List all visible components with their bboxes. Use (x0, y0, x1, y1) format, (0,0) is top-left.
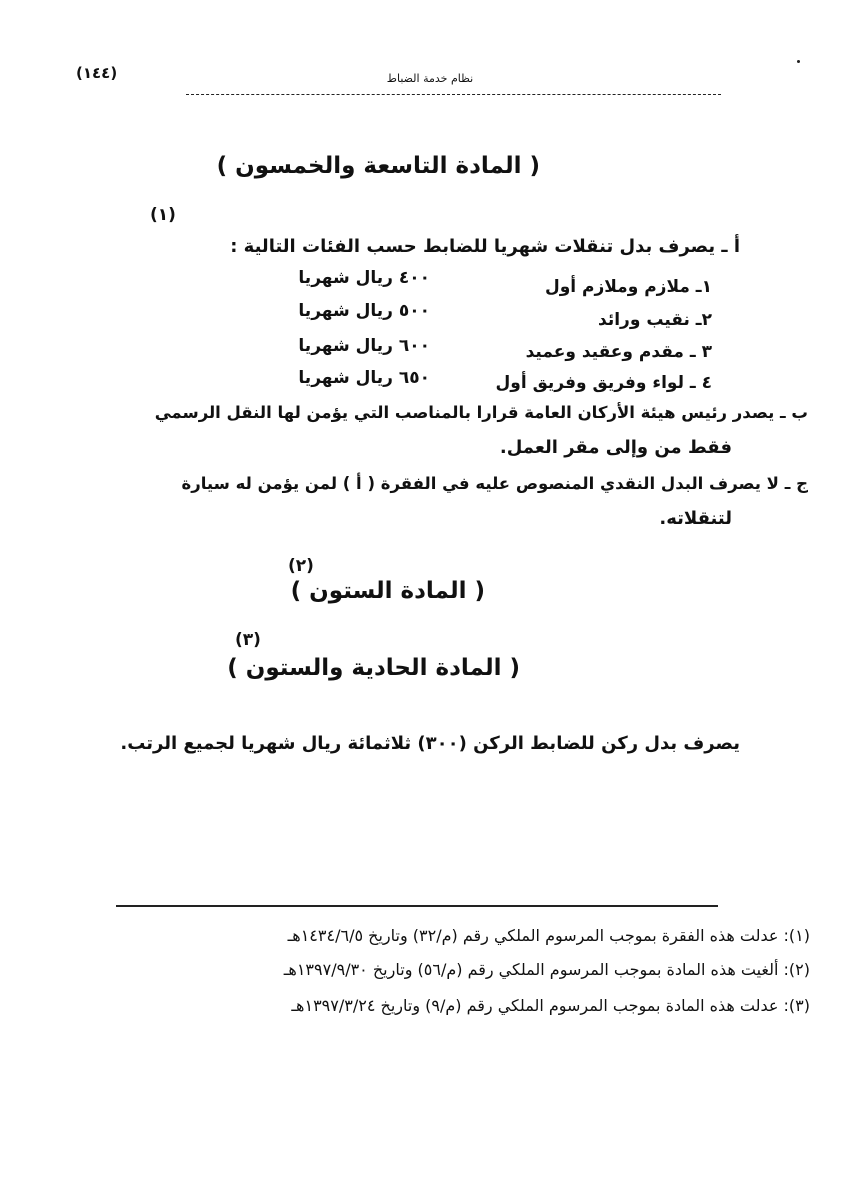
footnote-divider (116, 905, 718, 907)
footnote-1: (١): عدلت هذه الفقرة بموجب المرسوم الملكي رقم (م/٣٢) وتاريخ ١٤٣٤/٦/٥هـ (287, 926, 810, 945)
category-1-label: ١ـ ملازم وملازم أول (544, 277, 712, 297)
scan-speck (797, 60, 800, 63)
article-61-footnote-mark: (٣) (235, 630, 261, 650)
paragraph-c-line-2: لتنقلاته. (659, 508, 732, 529)
header-divider (186, 94, 721, 95)
category-4-amount: ٦٥٠ ريال شهريا (298, 368, 430, 388)
article-60-footnote-mark: (٢) (288, 556, 314, 576)
article-61-text: يصرف بدل ركن للضابط الركن (٣٠٠) ثلاثمائة ريال شهريا لجميع الرتب. (120, 733, 740, 754)
paragraph-a: أ ـ يصرف بدل تنقلات شهريا للضابط حسب الفئات التالية : (230, 236, 740, 257)
article-59-footnote-mark: (١) (150, 205, 176, 225)
article-61-title: ( المادة الحادية والستون ) (227, 655, 520, 681)
footnote-2: (٢): ألغيت هذه المادة بموجب المرسوم الملكي رقم (م/٥٦) وتاريخ ١٣٩٧/٩/٣٠هـ (283, 960, 810, 979)
page-number: (١٤٤) (76, 64, 118, 82)
paragraph-b-line-1: ب ـ يصدر رئيس هيئة الأركان العامة قرارا بالمناصب التي يؤمن لها النقل الرسمي (154, 403, 808, 422)
category-4-label: ٤ ـ لواء وفريق وفريق أول (495, 373, 712, 393)
category-1-amount: ٤٠٠ ريال شهريا (298, 268, 430, 288)
running-head: نظام خدمة الضباط (386, 72, 474, 85)
category-2-amount: ٥٠٠ ريال شهريا (298, 301, 430, 321)
article-59-title: ( المادة التاسعة والخمسون ) (216, 153, 540, 179)
paragraph-c-line-1: ج ـ لا يصرف البدل النقدي المنصوص عليه في الفقرة ( أ ) لمن يؤمن له سيارة (181, 474, 808, 493)
category-2-label: ٢ـ نقيب ورائد (598, 310, 712, 330)
category-3-amount: ٦٠٠ ريال شهريا (298, 336, 430, 356)
category-3-label: ٣ ـ مقدم وعقيد وعميد (525, 342, 712, 362)
footnote-3: (٣): عدلت هذه المادة بموجب المرسوم الملكي رقم (م/٩) وتاريخ ١٣٩٧/٣/٢٤هـ (291, 996, 810, 1015)
article-60-title: ( المادة الستون ) (290, 578, 485, 604)
paragraph-b-line-2: فقط من وإلى مقر العمل. (499, 437, 732, 458)
